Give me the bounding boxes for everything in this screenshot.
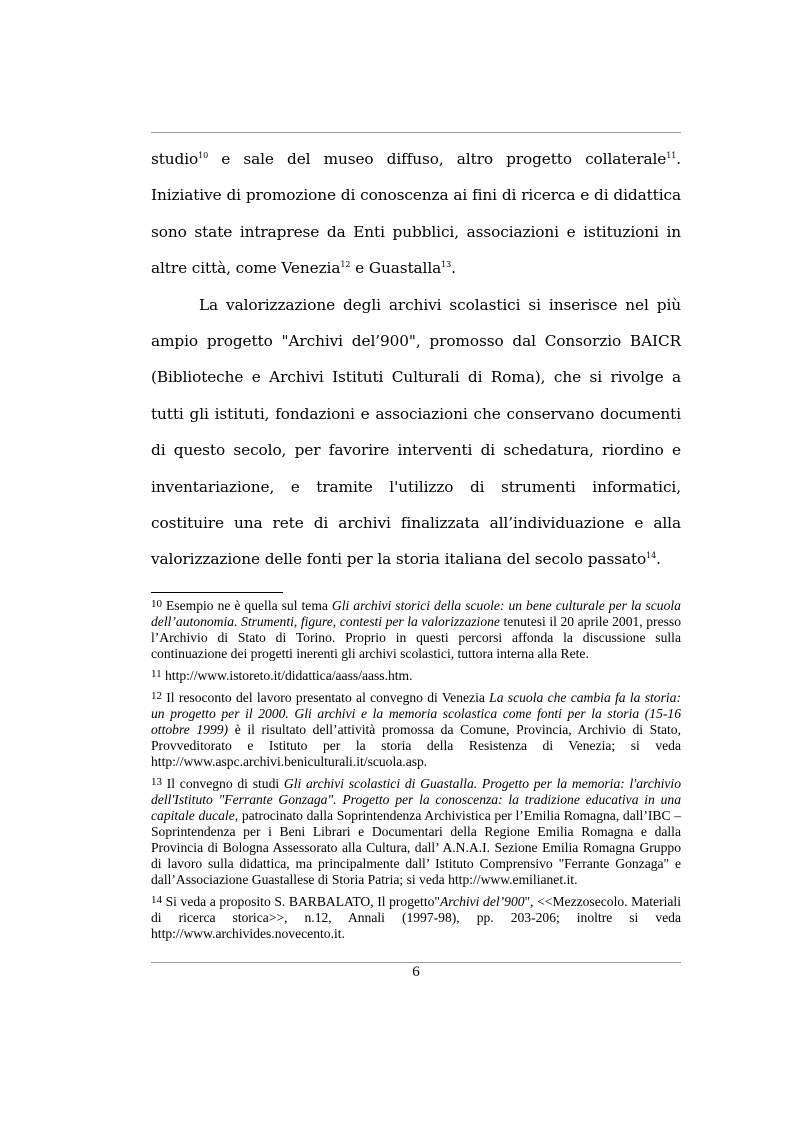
footnote-14	[151, 894, 681, 942]
italic-title: Gli archivi storici della scuole: un bene culturale per la scuola dell’autonomia. Strumenti, figure, contesti per la valorizzazione	[151, 598, 681, 629]
text: tenutesi il 20 aprile 2001, presso l’Archivio di Stato di Torino. Proprio in questi percorsi affonda la discussione sulla continuazione dei progetti inerenti gli archivi scolastici, tuttora interna alla Rete.	[151, 614, 681, 661]
header-rule	[151, 132, 681, 133]
footnote-number: 10	[151, 598, 162, 610]
text: .	[656, 550, 661, 569]
footnote-number: 11	[151, 668, 162, 680]
text: ", <<Mezzosecolo. Materiali di ricerca storica>>, n.12, Annali (1997-98), pp. 203-206; inoltre si veda http://www.archivides.novecento.it.	[151, 894, 681, 941]
text: Il resoconto del lavoro presentato al convegno di Venezia	[162, 690, 490, 705]
paragraph-1	[151, 141, 681, 287]
footnote-11	[151, 668, 681, 684]
footnote-number: 12	[151, 690, 162, 702]
footnote-separator	[151, 592, 283, 593]
text: è il risultato dell’attività promossa da Comune, Provincia, Archivio di Stato, Provveditorato e Istituto per la storia della Resistenza di Venezia; si veda http://www.aspc.archivi.beniculturali.it/scuola.asp.	[151, 722, 681, 769]
footnote-12	[151, 690, 681, 770]
text: e Guastalla	[350, 259, 442, 278]
paragraph-2	[151, 287, 681, 578]
footnote-ref[interactable]: 12	[340, 260, 351, 270]
text: .	[451, 259, 456, 278]
footnote-number: 14	[151, 894, 162, 906]
link[interactable]: http://www.istoreto.it/didattica/aass/aass.htm.	[161, 668, 413, 683]
footnotes	[151, 598, 681, 948]
footnote-ref[interactable]: 10	[198, 151, 209, 160]
text: Esempio ne è quella sul tema	[162, 598, 332, 613]
text: . Iniziative di promozione di conoscenza ai fini di ricerca e di didattica sono state intraprese da Enti pubblici, associazioni e istituzioni in altre città, come Venezia	[151, 150, 681, 278]
text: Si veda a proposito S. BARBALATO, Il progetto"	[162, 894, 440, 909]
text: studio	[151, 150, 199, 168]
text: Il convegno di studi	[162, 776, 284, 791]
footnote-13	[151, 776, 681, 888]
italic-title: Archivi del’900	[439, 894, 525, 909]
footnote-10	[151, 598, 681, 662]
footnote-ref[interactable]: 14	[646, 551, 657, 561]
text: e sale del museo diffuso, altro progetto collaterale	[208, 150, 667, 168]
text: La valorizzazione degli archivi scolastici si inserisce nel più ampio progetto "Archivi del’900", promosso dal Consorzio BAICR (Biblioteche e Archivi Istituti Culturali di Roma), che si rivolge a tutti gli istituti, fondazioni e associazioni che conservano documenti di questo secolo, per favorire interventi di schedatura, riordino e inventariazione, e tramite l'utilizzo di strumenti informatici, costituire una rete di archivi finalizzata all’individuazione e alla valorizzazione delle fonti per la storia italiana del secolo passato	[151, 295, 681, 569]
text: , patrocinato dalla Soprintendenza Archivistica per l’Emilia Romagna, dall’IBC – Soprintendenza per i Beni Librari e Documentari della Regione Emilia Romagna e dalla Provincia di Bologna Assessorato alla Cultura, dall’ A.N.A.I. Sezione Emilia Romagna Gruppo di lavoro sulla didattica, ma principalmente dall’ Istituto Comprensivo "Ferrante Gonzaga" e dall’Associazione Guastallese di Storia Patria; si veda http://www.emilianet.it.	[151, 808, 682, 887]
italic-title: La scuola che cambia fa la storia: un progetto per il 2000. Gli archivi e la memoria scolastica come fonti per la storia (15-16 ottobre 1999)	[151, 690, 681, 737]
footnote-number: 13	[151, 776, 162, 788]
footnote-ref[interactable]: 13	[441, 260, 452, 270]
footnote-ref[interactable]: 11	[666, 151, 677, 160]
italic-title: Gli archivi scolastici di Guastalla. Progetto per la memoria: l'archivio dell'Istituto "Ferrante Gonzaga". Progetto per la conoscenza: la tradizione educativa in una capitale ducale	[151, 776, 682, 823]
main-text	[151, 141, 681, 578]
footer-rule	[151, 962, 681, 963]
page-number: 6	[412, 964, 420, 980]
